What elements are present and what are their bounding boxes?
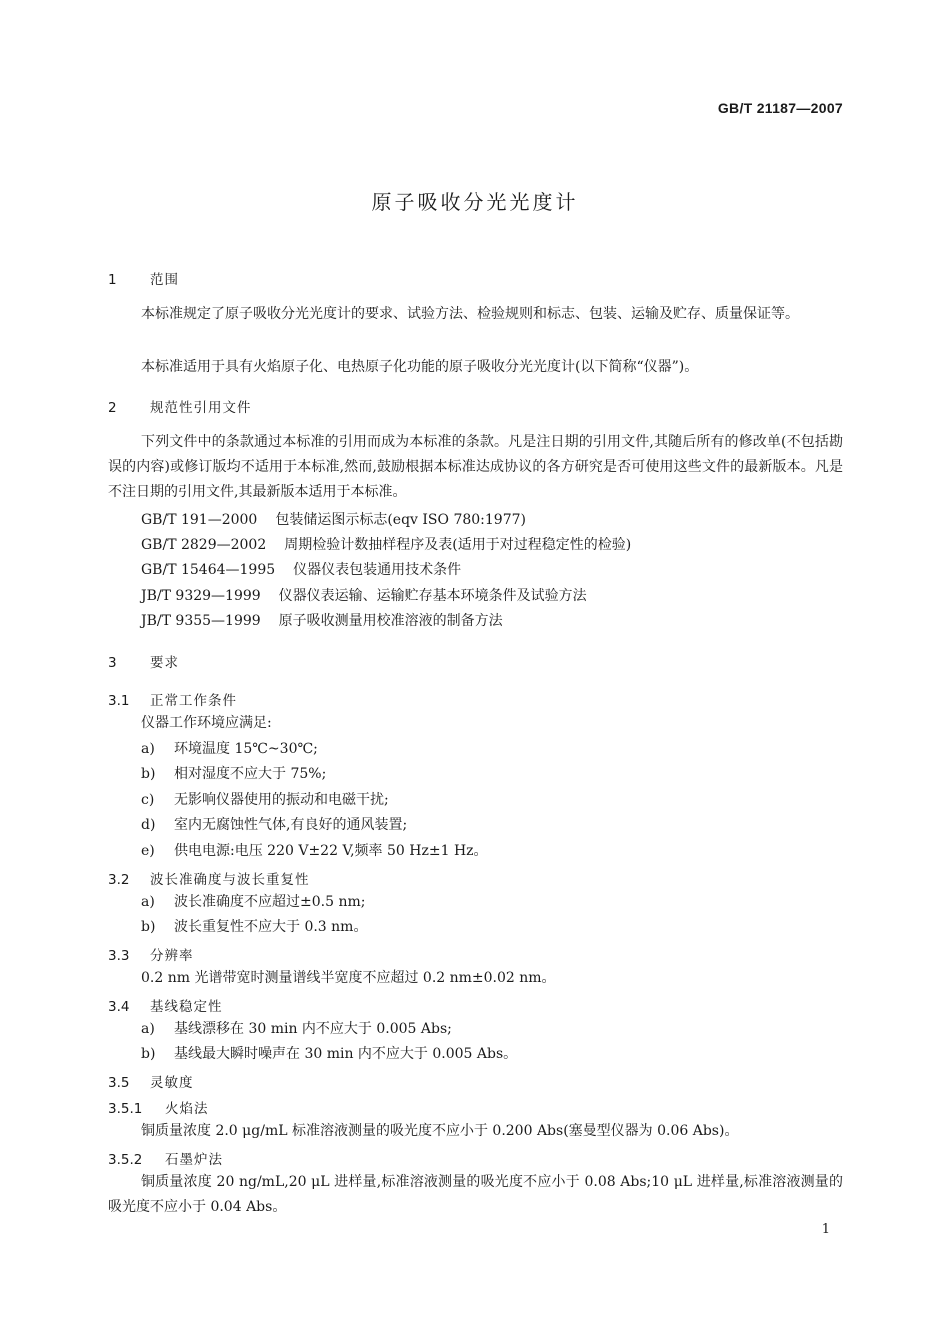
graphite-furnace-text: 铜质量浓度 20 ng/mL,20 μL 进样量,标准溶液测量的吸光度不应小于 0.08 Abs;10 μL 进样量,标准溶液测量的吸光度不应小于 0.04 Abs。	[108, 1174, 843, 1215]
page-number: 1	[821, 1222, 830, 1237]
list-item	[141, 813, 407, 838]
list-text: 基线最大瞬时噪声在 30 min 内不应大于 0.005 Abs。	[174, 1046, 518, 1062]
flame-method-text: 铜质量浓度 2.0 μg/mL 标准溶液测量的吸光度不应小于 0.200 Abs(塞曼型仪器为 0.06 Abs)。	[141, 1123, 739, 1139]
section-3-4-heading	[108, 995, 223, 1015]
list-item	[141, 762, 326, 787]
section-3-heading	[108, 651, 179, 671]
list-label: d)	[141, 817, 156, 833]
section-title: 基线稳定性	[150, 999, 223, 1015]
section-title: 波长准确度与波长重复性	[150, 872, 310, 888]
list-item	[141, 737, 318, 762]
reference-item	[141, 609, 503, 634]
section-number: 3.5.1	[108, 1101, 143, 1117]
list-label: b)	[141, 1046, 156, 1062]
standard-number: GB/T 21187—2007	[717, 100, 843, 116]
section-number: 1	[108, 272, 117, 288]
list-text: 环境温度 15℃~30℃;	[174, 741, 318, 757]
reference-name: 周期检验计数抽样程序及表(适用于对过程稳定性的检验)	[284, 537, 632, 553]
list-text: 室内无腐蚀性气体,有良好的通风装置;	[174, 817, 408, 833]
section-number: 3.4	[108, 999, 130, 1015]
reference-code: JB/T 9355—1999	[141, 613, 261, 629]
reference-name: 仪器仪表运输、运输贮存基本环境条件及试验方法	[278, 588, 587, 604]
list-label: a)	[141, 1021, 155, 1037]
section-3-2-heading	[108, 868, 310, 888]
reference-item	[141, 558, 461, 583]
section-title: 要求	[150, 655, 179, 671]
list-label: c)	[141, 792, 155, 808]
section-number: 3.5.2	[108, 1152, 143, 1168]
section-3-5-heading	[108, 1071, 194, 1091]
section-title: 分辨率	[150, 948, 194, 964]
section-title: 石墨炉法	[165, 1152, 223, 1168]
conditions-intro: 仪器工作环境应满足:	[141, 715, 272, 731]
list-text: 相对湿度不应大于 75%;	[174, 766, 327, 782]
list-text: 波长准确度不应超过±0.5 nm;	[174, 894, 366, 910]
reference-item	[141, 584, 587, 609]
reference-name: 仪器仪表包装通用技术条件	[293, 562, 462, 578]
list-text: 波长重复性不应大于 0.3 nm。	[174, 919, 368, 935]
reference-code: GB/T 191—2000	[141, 512, 258, 528]
section-number: 3.3	[108, 948, 130, 964]
section-2-paragraph: 下列文件中的条款通过本标准的引用而成为本标准的条款。凡是注日期的引用文件,其随后所有的修改单(不包括勘误的内容)或修订版均不适用于本标准,然而,鼓励根据本标准达成协议的各方研究是否可使用这些文件的最新版本。凡是不注日期的引用文件,其最新版本适用于本标准。	[108, 434, 843, 500]
list-item	[141, 890, 365, 915]
section-title: 规范性引用文件	[150, 400, 252, 416]
reference-item	[141, 533, 631, 558]
list-label: a)	[141, 894, 155, 910]
section-title: 灵敏度	[150, 1075, 194, 1091]
reference-item	[141, 508, 526, 533]
list-item	[141, 788, 389, 813]
list-text: 供电电源:电压 220 V±22 V,频率 50 Hz±1 Hz。	[174, 843, 488, 859]
section-title: 火焰法	[165, 1101, 209, 1117]
list-item	[141, 1042, 517, 1067]
list-item	[141, 839, 488, 864]
section-number: 2	[108, 400, 117, 416]
section-number: 3	[108, 655, 117, 671]
section-1-heading	[108, 268, 179, 288]
reference-name: 包装储运图示标志(eqv ISO 780:1977)	[275, 512, 526, 528]
list-label: b)	[141, 766, 156, 782]
section-title: 正常工作条件	[150, 693, 237, 709]
section-number: 3.2	[108, 872, 130, 888]
section-2-heading	[108, 396, 252, 416]
list-text: 基线漂移在 30 min 内不应大于 0.005 Abs;	[174, 1021, 452, 1037]
section-3-1-heading	[108, 689, 237, 709]
reference-code: GB/T 15464—1995	[141, 562, 276, 578]
section-title: 范围	[150, 272, 179, 288]
list-item	[141, 915, 367, 940]
section-3-5-2-heading	[108, 1148, 223, 1168]
reference-name: 原子吸收测量用校准溶液的制备方法	[278, 613, 503, 629]
document-title: 原子吸收分光光度计	[371, 190, 579, 214]
section-1-paragraph-1: 本标准规定了原子吸收分光光度计的要求、试验方法、检验规则和标志、包装、运输及贮存、质量保证等。	[141, 306, 799, 322]
list-text: 无影响仪器使用的振动和电磁干扰;	[174, 792, 389, 808]
section-3-5-1-heading	[108, 1097, 209, 1117]
resolution-text: 0.2 nm 光谱带宽时测量谱线半宽度不应超过 0.2 nm±0.02 nm。	[141, 970, 556, 986]
list-label: b)	[141, 919, 156, 935]
list-label: e)	[141, 843, 155, 859]
section-number: 3.5	[108, 1075, 130, 1091]
reference-code: JB/T 9329—1999	[141, 588, 261, 604]
reference-code: GB/T 2829—2002	[141, 537, 267, 553]
section-1-paragraph-2: 本标准适用于具有火焰原子化、电热原子化功能的原子吸收分光光度计(以下简称“仪器”)。	[141, 359, 699, 375]
list-item	[141, 1017, 452, 1042]
list-label: a)	[141, 741, 155, 757]
section-3-3-heading	[108, 944, 194, 964]
section-number: 3.1	[108, 693, 130, 709]
